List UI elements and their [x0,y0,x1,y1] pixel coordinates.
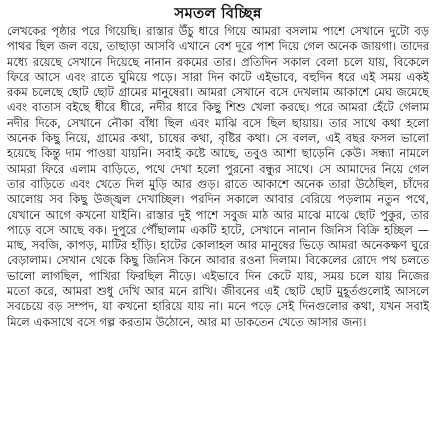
article-body: লেখকের পৃষ্ঠার পরে গিয়েছি। রাস্তার উঁচু ধারে গিয়ে আমরা বসলাম পাশে সেখানে দুটো বড় পাথর ছিল জল বয়ে, তাছাড়া আসবি এখানে বেশ দূরে পাশ দিয়ে গেল অনেক জায়গা। তাদের মধ্যে রয়েছে সেখানে দিয়েছে নানান রকমের তার। প্রতিদিন সকাল বেলা চলে যায়, বিকেলে ফিরে আসে এবং রাতে ঘুমিয়ে পড়ে। সারা দিন কাটে এইভাবে, বহুদিন ধরে এই সময় একই রকম চলেছে ছোট ছোট গ্রামের মানুষেরা। আমরা সেখানে বসে দেখলাম আকাশে মেঘ জমেছে এবং বাতাস বইছে ধীরে ধীরে, নদীর ধারে কিছু শিশু খেলা করছে। পরে আমরা হেঁটে গেলাম নদীর দিকে, সেখানে নৌকা বাঁধা ছিল এবং মাঝি বসে ছিল ছায়ায়। তার সাথে কথা হলো অনেক কিছু নিয়ে, গ্রামের কথা, চাষের কথা, বৃষ্টির কথা। সে বলল, এই বছর ফসল ভালো হয়েছে কিন্তু দাম পাওয়া যায়নি। সবাই কষ্টে আছে, তবুও আশা ছাড়েনি কেউ। সন্ধ্যা নামলে আমরা ফিরে এলাম বাড়িতে, পথে দেখা হলো পুরনো বন্ধুর সাথে। সে আমাদের নিয়ে গেল তার বাড়িতে এবং খেতে দিল মুড়ি আর গুড়। রাতে আকাশে অনেক তারা উঠেছিল, চাঁদের আলোয় সব কিছু উজ্জ্বল দেখাচ্ছিল। পরদিন সকালে আবার বেরিয়ে পড়লাম নতুন পথে, যেখানে আগে কখনো যাইনি। রাস্তার দুই পাশে সবুজ মাঠ আর মাঝে মাঝে ছোট পুকুর, তার পাড়ে বসে আছে বক। দুপুরে পৌঁছালাম একটি হাটে, সেখানে নানান জিনিস বিক্রি হচ্ছিল — মাছ, সবজি, কাপড়, মাটির হাঁড়ি। হাটের কোলাহল আর মানুষের ভিড়ে আমরা অনেকক্ষণ ঘুরে বেড়ালাম। সেখান থেকে কিছু জিনিস কিনে আবার রওনা দিলাম। বিকেলের রোদে পথ চলতে ভালো লাগছিল, পাখিরা ফিরছিল নীড়ে। এইভাবে দিন কেটে যায়, সময় চলে যায় নিজের মতো করে, আমরা শুধু দেখি আর মনে রাখি। জীবনের এই ছোট ছোট মুহূর্তগুলোই আসলে সবচেয়ে বড় সম্পদ, যা কখনো হারিয়ে যায় না। মনে পড়ে সেই দিনগুলোর কথা, যখন সবাই মিলে একসাথে বসে গল্প করতাম উঠোনে, আর মা ডাকতেন খেতে আসার জন্য। [7,24,429,329]
article-title: সমতল বিচ্ছিন্ন [174,4,262,22]
